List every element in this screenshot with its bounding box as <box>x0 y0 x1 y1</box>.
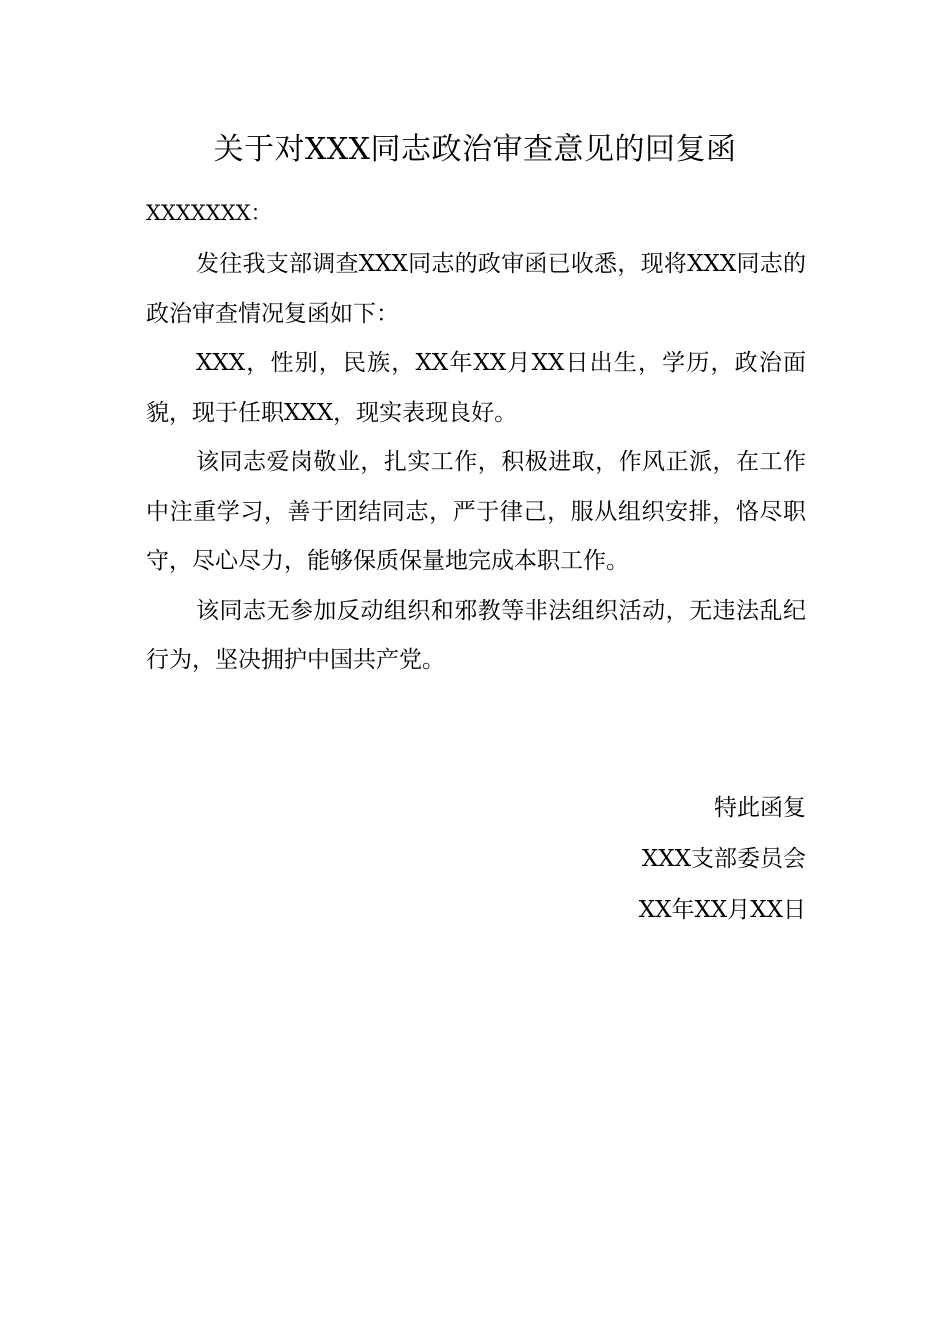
document-title: 关于对XXX同志政治审查意见的回复函 <box>213 132 737 167</box>
letter-body <box>146 240 806 686</box>
paragraph-political-stance: 该同志无参加反动组织和邪教等非法组织活动，无违法乱纪行为，坚决拥护中国共产党。 <box>146 597 806 673</box>
paragraph-personal-info: XXX，性别，民族，XX年XX月XX日出生，学历，政治面貌，现于任职XXX，现实表现良好。 <box>146 350 806 426</box>
closing-phrase: 特此函复 <box>714 795 806 821</box>
paragraph-intro: 发往我支部调查XXX同志的政审函已收悉，现将XXX同志的政治审查情况复函如下： <box>146 251 806 327</box>
signatory: XXX支部委员会 <box>641 846 806 872</box>
letter-date: XX年XX月XX日 <box>638 897 806 923</box>
paragraph-work-performance: 该同志爱岗敬业，扎实工作，积极进取，作风正派，在工作中注重学习，善于团结同志，严于律己，服从组织安排，恪尽职守，尽心尽力，能够保质保量地完成本职工作。 <box>146 449 806 574</box>
salutation: XXXXXXX： <box>146 201 272 225</box>
